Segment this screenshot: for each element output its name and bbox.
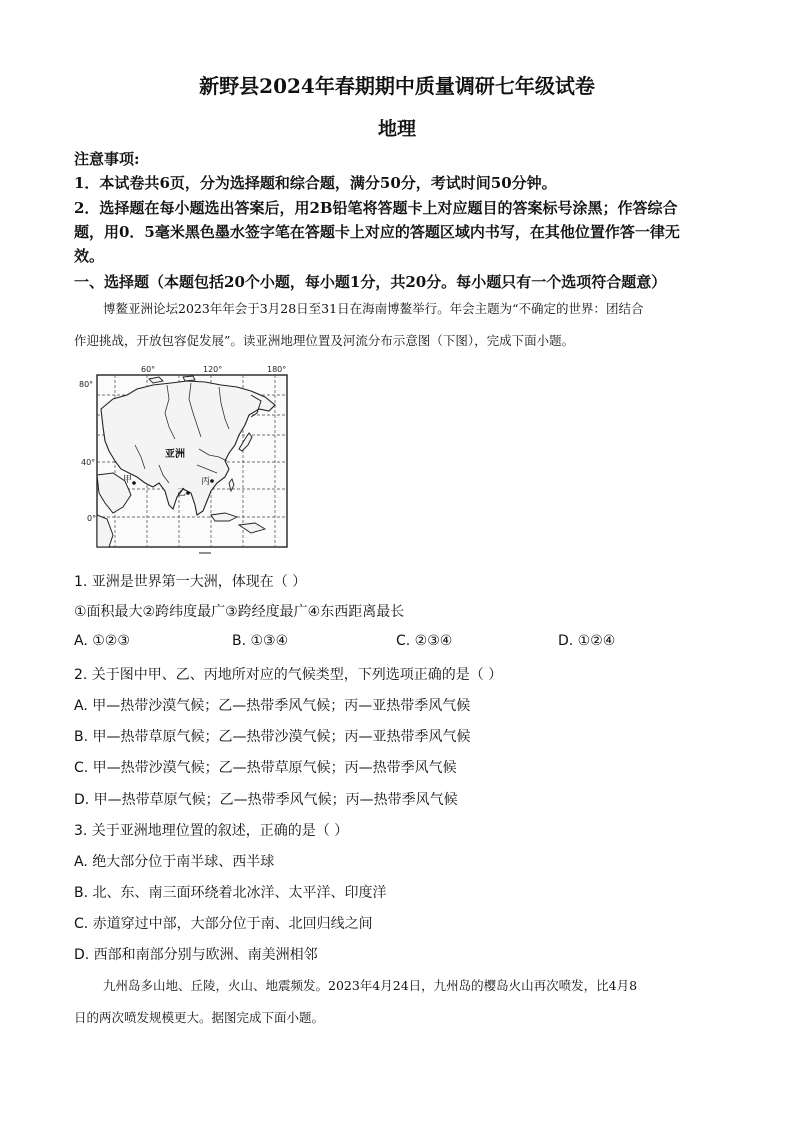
lon-label: 180° <box>267 365 287 374</box>
section-2-intro-line-1: 九州岛多山地、丘陵，火山、地震频发。2023年4月24日，九州岛的樱岛火山再次喷发，比4月8 <box>103 978 638 993</box>
section-1-intro-line-1: 博鳌亚洲论坛2023年年会于3月28日至31日在海南博鳌举行。年会主题为“不确定的世界：团结合 <box>103 301 644 316</box>
question-1-option-b: B. ①③④ <box>232 633 289 649</box>
place-marker-yi <box>186 491 190 495</box>
question-2-stem: 2. 关于图中甲、乙、丙地所对应的气候类型，下列选项正确的是（ ） <box>74 667 503 683</box>
section-1-heading: 一、选择题（本题包括20个小题，每小题1分，共20分。每小题只有一个选项符合题意） <box>74 273 667 291</box>
notice-item-1: 1．本试卷共6页，分为选择题和综合题，满分50分，考试时间50分钟。 <box>74 174 557 192</box>
lat-label: 40° <box>81 458 96 467</box>
subject-title: 地理 <box>377 118 416 140</box>
question-1-extra: ①面积最大②跨纬度最广③跨经度最广④东西距离最长 <box>74 604 405 620</box>
question-2-option-a: A. 甲—热带沙漠气候；乙—热带季风气候；丙—亚热带季风气候 <box>74 698 471 714</box>
section-2-intro-line-2: 日的两次喷发规模更大。据图完成下面小题。 <box>74 1010 325 1025</box>
place-marker-bing <box>210 479 214 483</box>
question-2-option-d: D. 甲—热带草原气候；乙—热带季风气候；丙—热带季风气候 <box>74 792 458 808</box>
exam-title: 新野县2024年春期期中质量调研七年级试卷 <box>199 74 595 98</box>
place-label-bing: 丙 <box>201 477 211 487</box>
section-1-intro-line-2: 作迎挑战，开放包容促发展”。读亚洲地理位置及河流分布示意图（下图），完成下面小题。 <box>74 333 575 348</box>
place-marker-jia <box>132 481 136 485</box>
question-1-option-d: D. ①②④ <box>558 633 616 649</box>
lat-label: 0° <box>87 514 97 523</box>
place-label-yi: 乙 <box>177 488 187 498</box>
asia-map-figure <box>79 365 291 557</box>
place-label-jia: 甲 <box>123 475 133 485</box>
question-1-stem: 1. 亚洲是世界第一大洲，体现在（ ） <box>74 574 307 590</box>
notice-heading: 注意事项: <box>74 150 140 168</box>
notice-item-2-line-2: 题，用0．5毫米黑色墨水签字笔在答题卡上对应的答题区域内书写，在其他位置作答一律无 <box>74 223 680 241</box>
question-3-option-b: B. 北、东、南三面环绕着北冰洋、太平洋、印度洋 <box>74 885 387 901</box>
question-3-option-a: A. 绝大部分位于南半球、西半球 <box>74 854 275 870</box>
question-3-option-d: D. 西部和南部分别与欧洲、南美洲相邻 <box>74 947 318 963</box>
notice-item-2-line-3: 效。 <box>74 247 105 265</box>
question-2-option-c: C. 甲—热带沙漠气候；乙—热带草原气候；丙—热带季风气候 <box>74 760 457 776</box>
region-label: 亚洲 <box>165 449 185 460</box>
lat-label: 80° <box>79 380 94 389</box>
question-3-option-c: C. 赤道穿过中部，大部分位于南、北回归线之间 <box>74 916 373 932</box>
question-1-option-a: A. ①②③ <box>74 633 130 649</box>
lon-label: 60° <box>141 365 156 374</box>
lon-label: 120° <box>203 365 223 374</box>
notice-item-2-line-1: 2．选择题在每小题选出答案后，用2B铅笔将答题卡上对应题目的答案标号涂黑；作答综合 <box>74 199 678 217</box>
question-3-stem: 3. 关于亚洲地理位置的叙述，正确的是（ ） <box>74 823 349 839</box>
island <box>183 376 195 381</box>
question-2-option-b: B. 甲—热带草原气候；乙—热带沙漠气候；丙—亚热带季风气候 <box>74 729 471 745</box>
asia-map <box>79 365 291 557</box>
question-1-option-c: C. ②③④ <box>396 633 453 649</box>
